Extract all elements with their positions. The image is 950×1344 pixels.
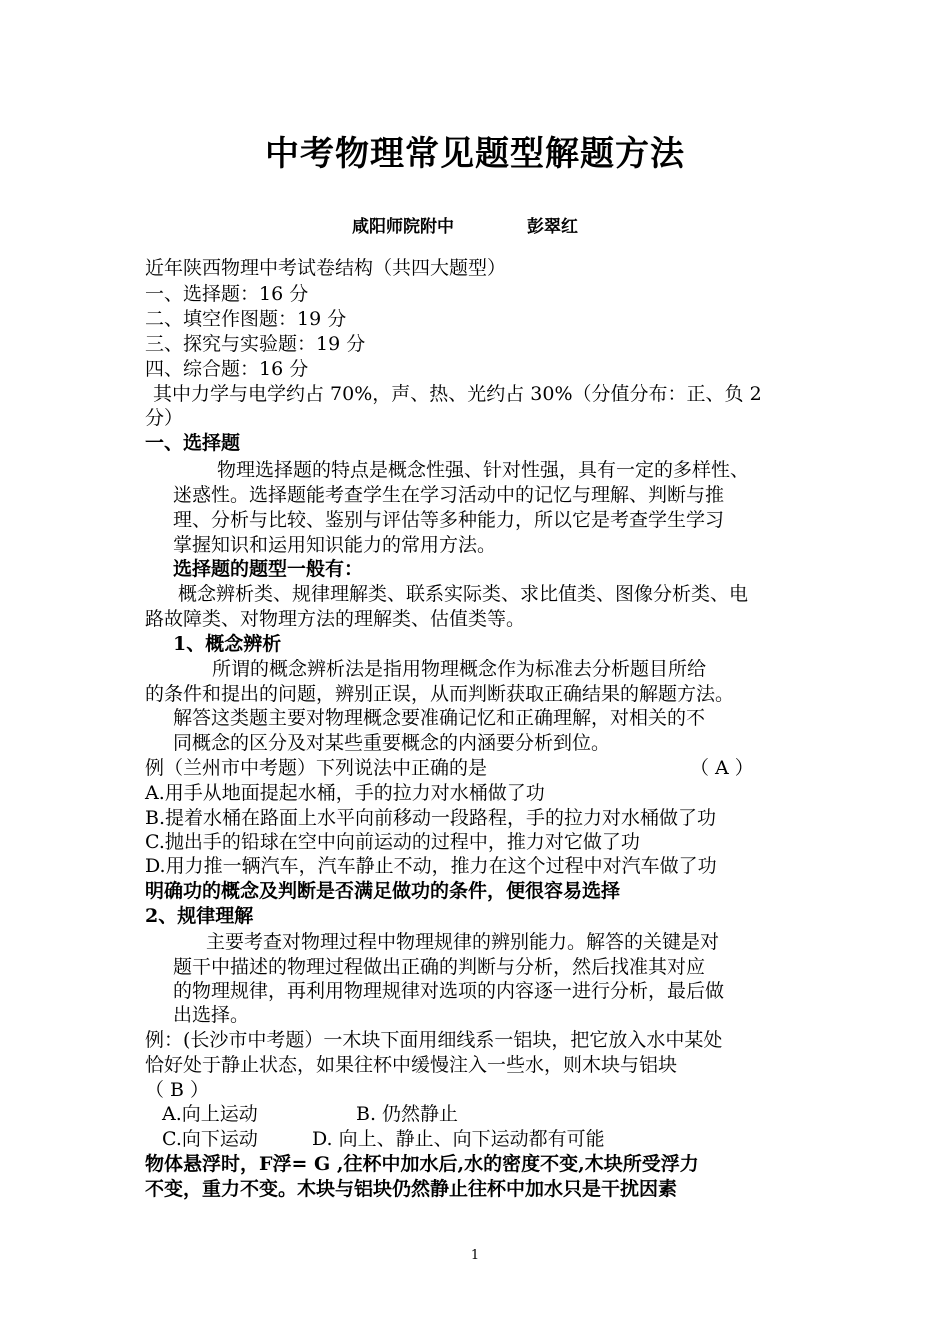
paragraph-line: 同概念的区分及对某些重要概念的内涵要分析到位。 xyxy=(173,732,611,754)
example-question: 例（兰州市中考题）下列说法中正确的是 xyxy=(145,757,488,779)
paragraph-line: 概念辨析类、规律理解类、联系实际类、求比值类、图像分析类、电 xyxy=(178,583,749,605)
structure-item: 四、综合题：16 分 xyxy=(145,358,309,380)
structure-heading: 近年陕西物理中考试卷结构（共四大题型） xyxy=(145,257,507,279)
paragraph-line: 解答这类题主要对物理概念要准确记忆和正确理解，对相关的不 xyxy=(173,707,706,729)
paragraph-line: 题干中描述的物理过程做出正确的判断与分析，然后找准其对应 xyxy=(173,956,706,978)
example-line: 例：(长沙市中考题）一木块下面用细线系一铝块，把它放入水中某处 xyxy=(145,1029,723,1051)
author-school: 咸阳师院附中 xyxy=(352,217,454,237)
paragraph-line: 主要考查对物理过程中物理规律的辨别能力。解答的关键是对 xyxy=(206,931,720,953)
conclusion-line: 不变，重力不变。木块与铝块仍然静止往杯中加水只是干扰因素 xyxy=(145,1178,678,1200)
section-heading: 一、选择题 xyxy=(145,432,241,454)
example-line: 恰好处于静止状态，如果往杯中缓慢注入一些水，则木块与铝块 xyxy=(145,1054,678,1076)
conclusion-line: 物体悬浮时，F浮= G ,往杯中加水后,水的密度不变,木块所受浮力 xyxy=(145,1153,699,1175)
option-line: B.提着水桶在路面上水平向前移动一段路程，手的拉力对水桶做了功 xyxy=(145,807,717,829)
page-title: 中考物理常见题型解题方法 xyxy=(265,134,685,174)
paragraph-line: 理、分析与比较、鉴别与评估等多种能力，所以它是考查学生学习 xyxy=(173,509,725,531)
option-line: C.抛出手的铅球在空中向前运动的过程中，推力对它做了功 xyxy=(145,831,640,853)
option-d: D. 向上、静止、向下运动都有可能 xyxy=(312,1128,605,1150)
option-line: D.用力推一辆汽车，汽车静止不动，推力在这个过程中对汽车做了功 xyxy=(145,855,717,877)
conclusion-line: 明确功的概念及判断是否满足做功的条件，便很容易选择 xyxy=(145,880,621,902)
option-line: A.用手从地面提起水桶，手的拉力对水桶做了功 xyxy=(145,782,545,804)
paragraph-line: 的物理规律，再利用物理规律对选项的内容逐一进行分析，最后做 xyxy=(173,980,725,1002)
example-answer: （ B ） xyxy=(145,1079,210,1101)
paragraph-line: 物理选择题的特点是概念性强、针对性强，具有一定的多样性、 xyxy=(217,459,750,481)
subheading: 2、规律理解 xyxy=(145,905,254,927)
example-answer: （ A ） xyxy=(690,757,754,779)
structure-item: 一、选择题：16 分 xyxy=(145,283,309,305)
paragraph-line: 出选择。 xyxy=(173,1004,250,1026)
option-c: C.向下运动 xyxy=(162,1128,258,1150)
option-b: B. 仍然静止 xyxy=(356,1103,459,1125)
subheading: 选择题的题型一般有： xyxy=(173,558,364,580)
paragraph-line: 所谓的概念辨析法是指用物理概念作为标准去分析题目所给 xyxy=(212,658,707,680)
structure-note: 分） xyxy=(145,407,184,429)
page-number: 1 xyxy=(470,1248,480,1263)
option-a: A.向上运动 xyxy=(162,1103,258,1125)
paragraph-line: 的条件和提出的问题，辨别正误，从而判断获取正确结果的解题方法。 xyxy=(145,683,735,705)
structure-item: 三、探究与实验题：19 分 xyxy=(145,333,366,355)
paragraph-line: 路故障类、对物理方法的理解类、估值类等。 xyxy=(145,608,526,630)
author-name: 彭翠红 xyxy=(527,217,578,237)
paragraph-line: 掌握知识和运用知识能力的常用方法。 xyxy=(173,534,497,556)
paragraph-line: 迷惑性。选择题能考查学生在学习活动中的记忆与理解、判断与推 xyxy=(173,484,725,506)
structure-item: 二、填空作图题：19 分 xyxy=(145,308,347,330)
structure-note: 其中力学与电学约占 70%，声、热、光约占 30%（分值分布：正、负 2 xyxy=(153,383,762,405)
subheading: 1、概念辨析 xyxy=(173,633,282,655)
